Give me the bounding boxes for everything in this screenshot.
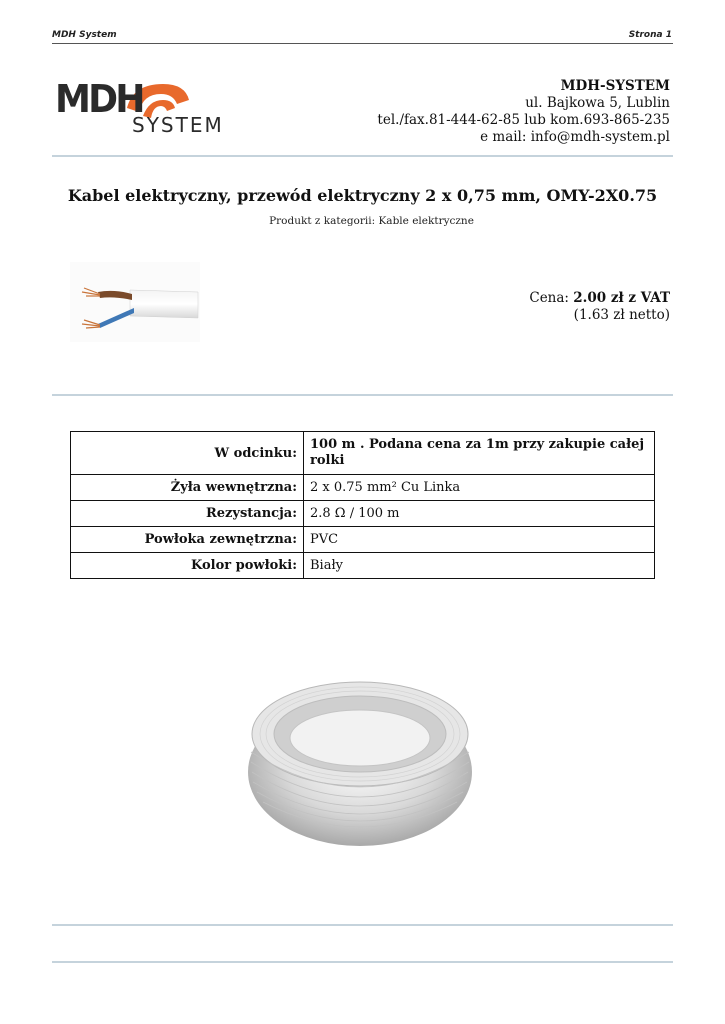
company-info: [377, 78, 670, 146]
company-logo: [55, 77, 250, 138]
spec-value: 2.8 Ω / 100 m: [304, 501, 655, 527]
table-row: [71, 501, 655, 527]
company-email: e mail: info@mdh-system.pl: [480, 129, 670, 145]
header-divider: [52, 43, 673, 44]
header-site-name: MDH System: [52, 30, 117, 40]
spec-value: 2 x 0.75 mm² Cu Linka: [304, 475, 655, 501]
price-net: (1.63 zł netto): [573, 307, 670, 323]
specs-table: [70, 431, 655, 579]
product-title: Kabel elektryczny, przewód elektryczny 2 x 0,75 mm, OMY-2X0.75: [67, 186, 658, 205]
price-gross: 2.00 zł z VAT: [573, 290, 670, 306]
spec-value: Biały: [304, 553, 655, 579]
table-row: [71, 475, 655, 501]
spec-label: Rezystancja:: [71, 501, 304, 527]
table-row: [71, 553, 655, 579]
table-row: [71, 432, 655, 475]
section-divider: [52, 924, 673, 926]
company-address: ul. Bajkowa 5, Lublin: [525, 95, 670, 111]
spec-label: Kolor powłoki:: [71, 553, 304, 579]
logo-mdh-text: MDH: [55, 77, 143, 121]
spec-value: PVC: [304, 527, 655, 553]
price-box: [529, 290, 670, 324]
section-divider: [52, 155, 673, 157]
header-page-number: Strona 1: [628, 30, 672, 40]
product-category: Produkt z kategorii: Kable elektryczne: [269, 215, 474, 227]
spec-value: 100 m . Podana cena za 1m przy zakupie całej rolki: [304, 432, 655, 475]
spec-label: Powłoka zewnętrzna:: [71, 527, 304, 553]
cable-coil-image: [245, 672, 475, 850]
section-divider: [52, 394, 673, 396]
company-phone: tel./fax.81-444-62-85 lub kom.693-865-235: [377, 112, 670, 128]
table-row: [71, 527, 655, 553]
section-divider: [52, 961, 673, 963]
price-label: Cena:: [529, 290, 569, 306]
logo-system-text: SYSTEM: [132, 113, 224, 137]
company-name: MDH-SYSTEM: [560, 78, 670, 94]
spec-label: W odcinku:: [71, 432, 304, 475]
spec-label: Żyła wewnętrzna:: [71, 475, 304, 501]
cable-wire-image: [70, 262, 200, 342]
